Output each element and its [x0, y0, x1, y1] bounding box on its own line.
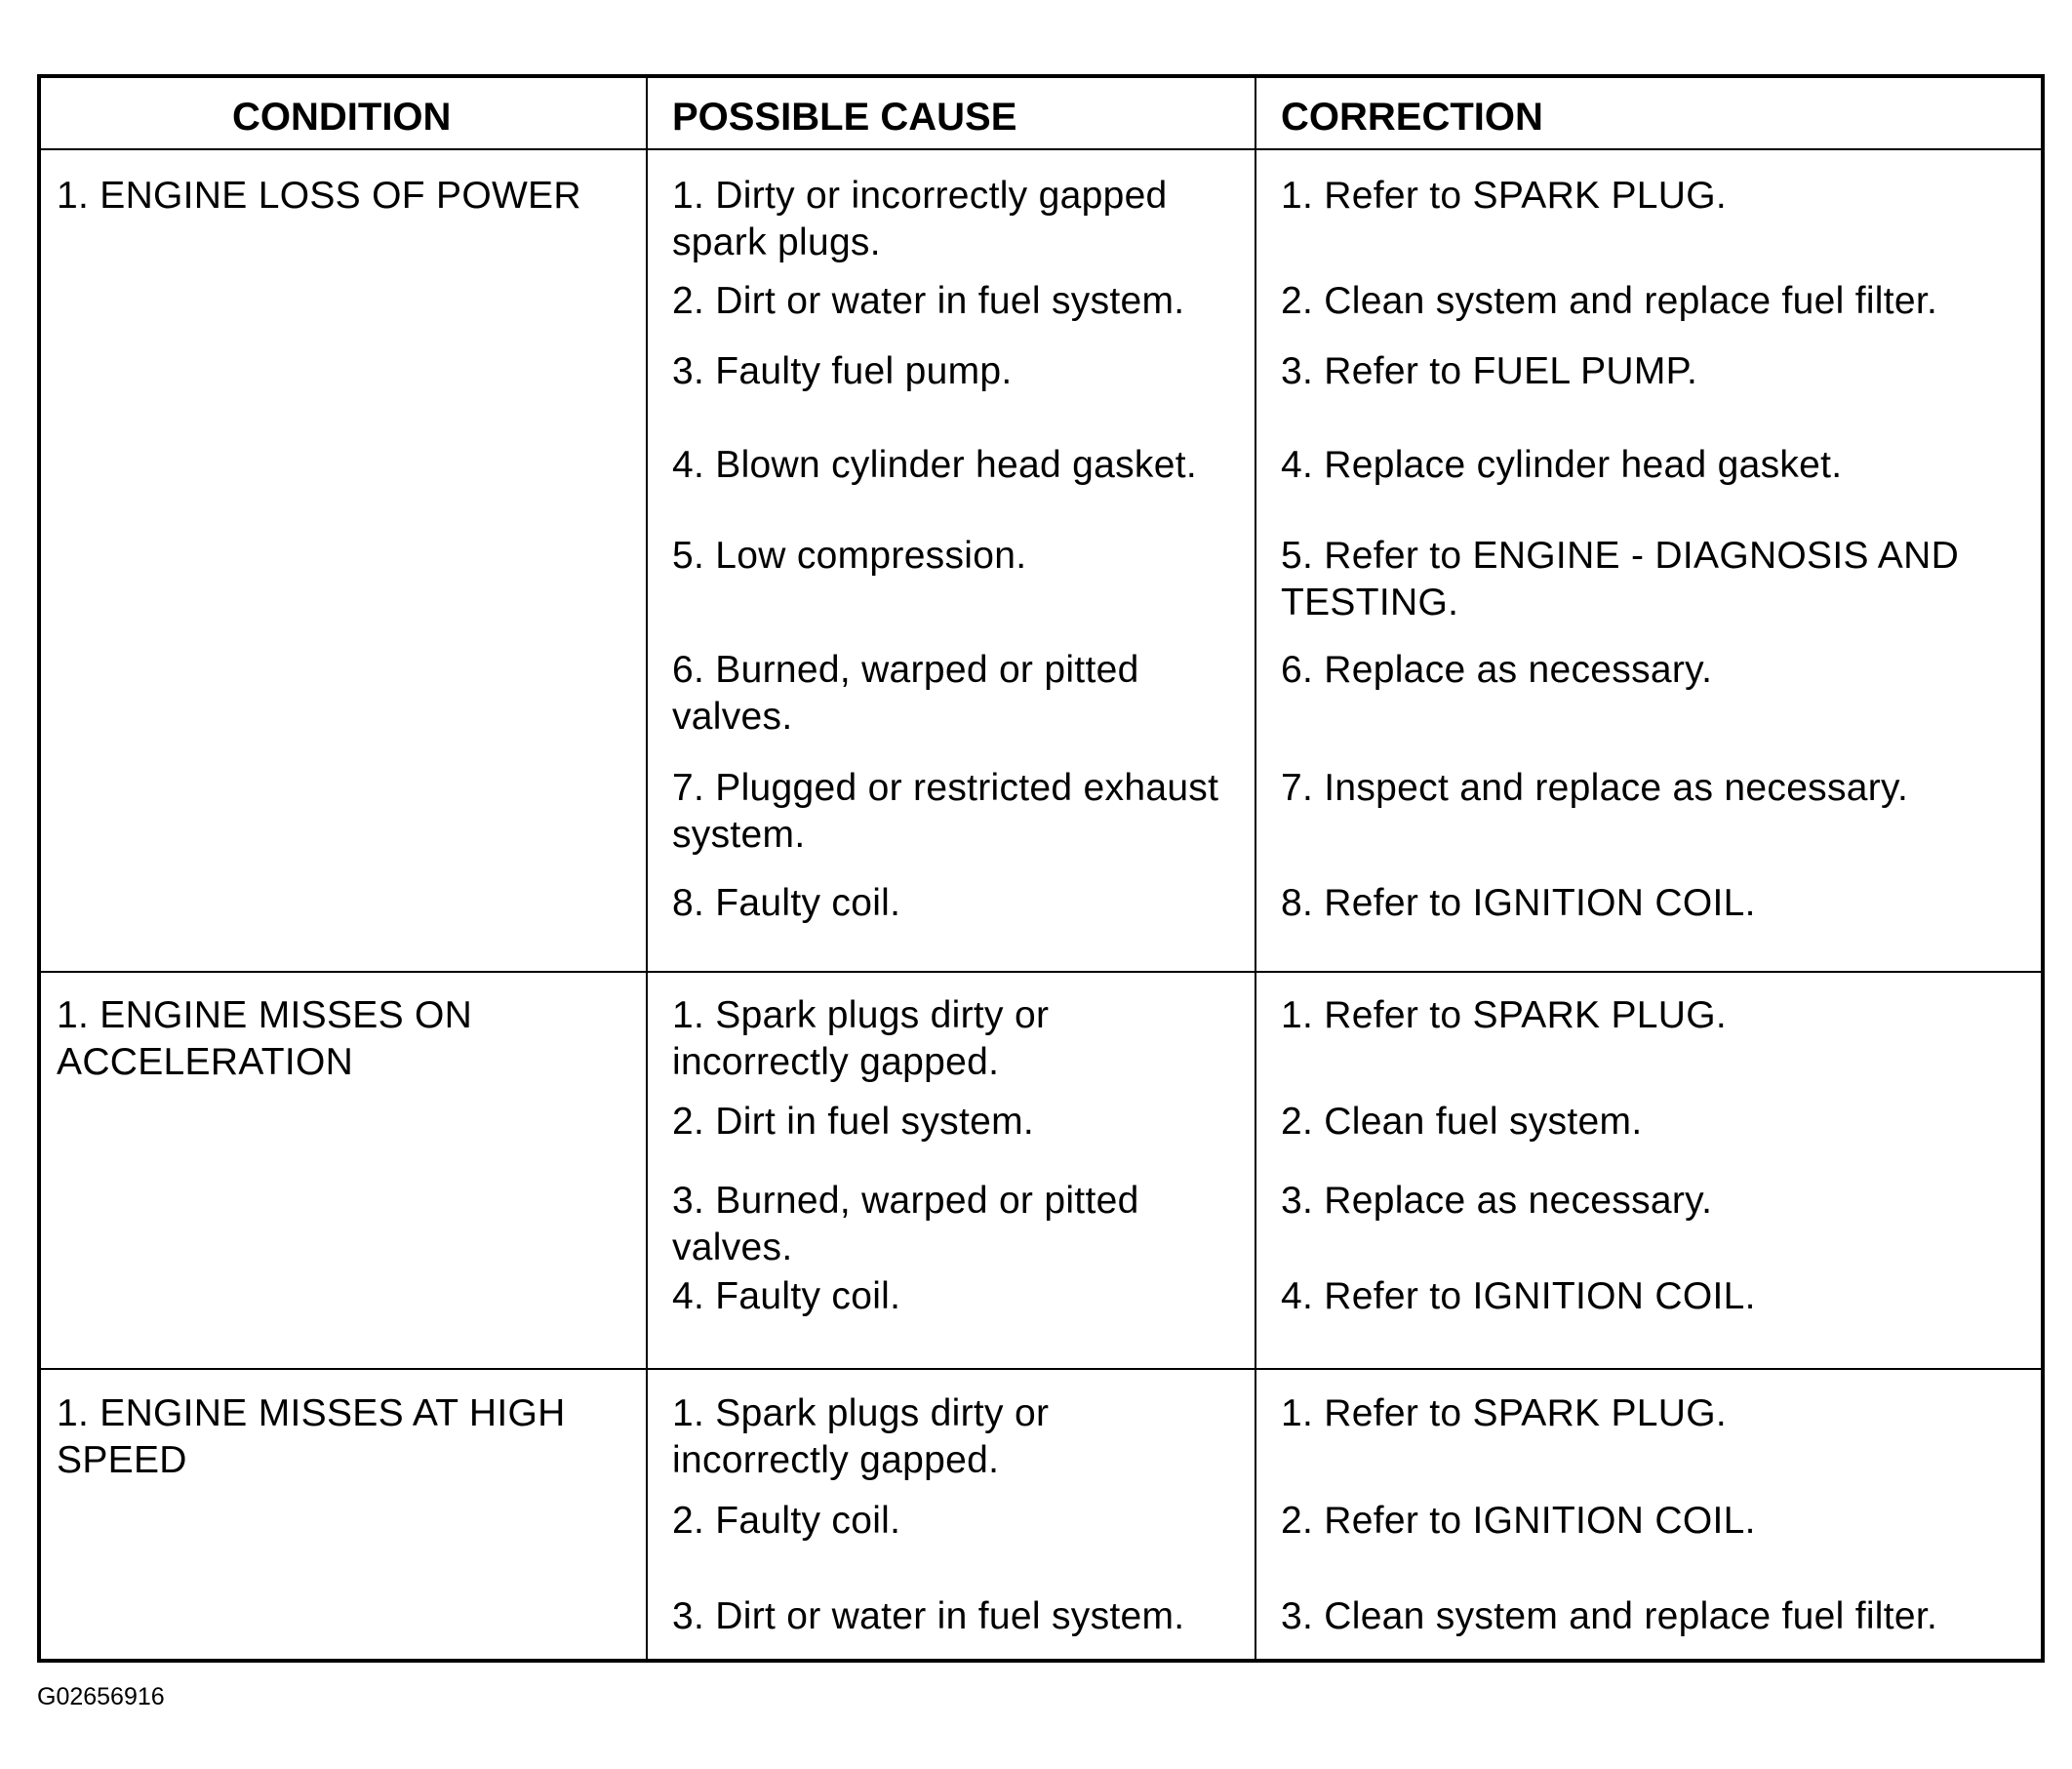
- correction-cell: 3. Clean system and replace fuel filter.: [1281, 1595, 1938, 1637]
- condition-engine-misses-on-acceleration: 1. ENGINE MISSES ON ACCELERATION: [57, 994, 473, 1083]
- header-possible-cause: POSSIBLE CAUSE: [672, 96, 1017, 139]
- diagnosis-table: [37, 74, 2045, 1663]
- correction-cell: 5. Refer to ENGINE - DIAGNOSIS AND TESTING.: [1281, 535, 1960, 623]
- figure-id: G02656916: [37, 1683, 165, 1710]
- header-correction: CORRECTION: [1281, 96, 1543, 139]
- cause-cell: 7. Plugged or restricted exhaust system.: [672, 767, 1219, 856]
- header-divider: [41, 148, 2041, 150]
- correction-cell: 8. Refer to IGNITION COIL.: [1281, 882, 1756, 924]
- correction-cell: 4. Refer to IGNITION COIL.: [1281, 1275, 1756, 1317]
- cause-cell: 2. Dirt in fuel system.: [672, 1101, 1035, 1143]
- condition-engine-misses-at-high-speed: 1. ENGINE MISSES AT HIGH SPEED: [57, 1392, 566, 1481]
- correction-cell: 2. Clean fuel system.: [1281, 1101, 1643, 1143]
- correction-cell: 2. Refer to IGNITION COIL.: [1281, 1500, 1756, 1542]
- correction-cell: 2. Clean system and replace fuel filter.: [1281, 280, 1938, 322]
- correction-cell: 1. Refer to SPARK PLUG.: [1281, 175, 1728, 217]
- cause-cell: 4. Blown cylinder head gasket.: [672, 444, 1197, 486]
- cause-cell: 1. Spark plugs dirty or incorrectly gapped.: [672, 1392, 1050, 1481]
- condition-engine-loss-of-power: 1. ENGINE LOSS OF POWER: [57, 175, 581, 217]
- group-divider: [41, 1368, 2041, 1370]
- cause-cell: 4. Faulty coil.: [672, 1275, 901, 1317]
- cause-cell: 3. Burned, warped or pitted valves.: [672, 1180, 1139, 1268]
- cause-cell: 8. Faulty coil.: [672, 882, 901, 924]
- cause-cell: 3. Faulty fuel pump.: [672, 350, 1013, 392]
- correction-cell: 3. Replace as necessary.: [1281, 1180, 1713, 1222]
- correction-cell: 1. Refer to SPARK PLUG.: [1281, 994, 1728, 1036]
- cause-cell: 1. Spark plugs dirty or incorrectly gapped.: [672, 994, 1050, 1083]
- cause-cell: 5. Low compression.: [672, 535, 1027, 577]
- header-condition: CONDITION: [232, 96, 452, 139]
- cause-cell: 1. Dirty or incorrectly gapped spark plugs.: [672, 175, 1168, 263]
- correction-cell: 1. Refer to SPARK PLUG.: [1281, 1392, 1728, 1434]
- correction-cell: 7. Inspect and replace as necessary.: [1281, 767, 1909, 809]
- correction-cell: 3. Refer to FUEL PUMP.: [1281, 350, 1698, 392]
- correction-cell: 6. Replace as necessary.: [1281, 649, 1713, 691]
- cause-cell: 3. Dirt or water in fuel system.: [672, 1595, 1185, 1637]
- cause-cell: 6. Burned, warped or pitted valves.: [672, 649, 1139, 738]
- cause-cell: 2. Dirt or water in fuel system.: [672, 280, 1185, 322]
- correction-cell: 4. Replace cylinder head gasket.: [1281, 444, 1843, 486]
- cause-cell: 2. Faulty coil.: [672, 1500, 901, 1542]
- group-divider: [41, 971, 2041, 973]
- column-divider: [646, 78, 648, 1659]
